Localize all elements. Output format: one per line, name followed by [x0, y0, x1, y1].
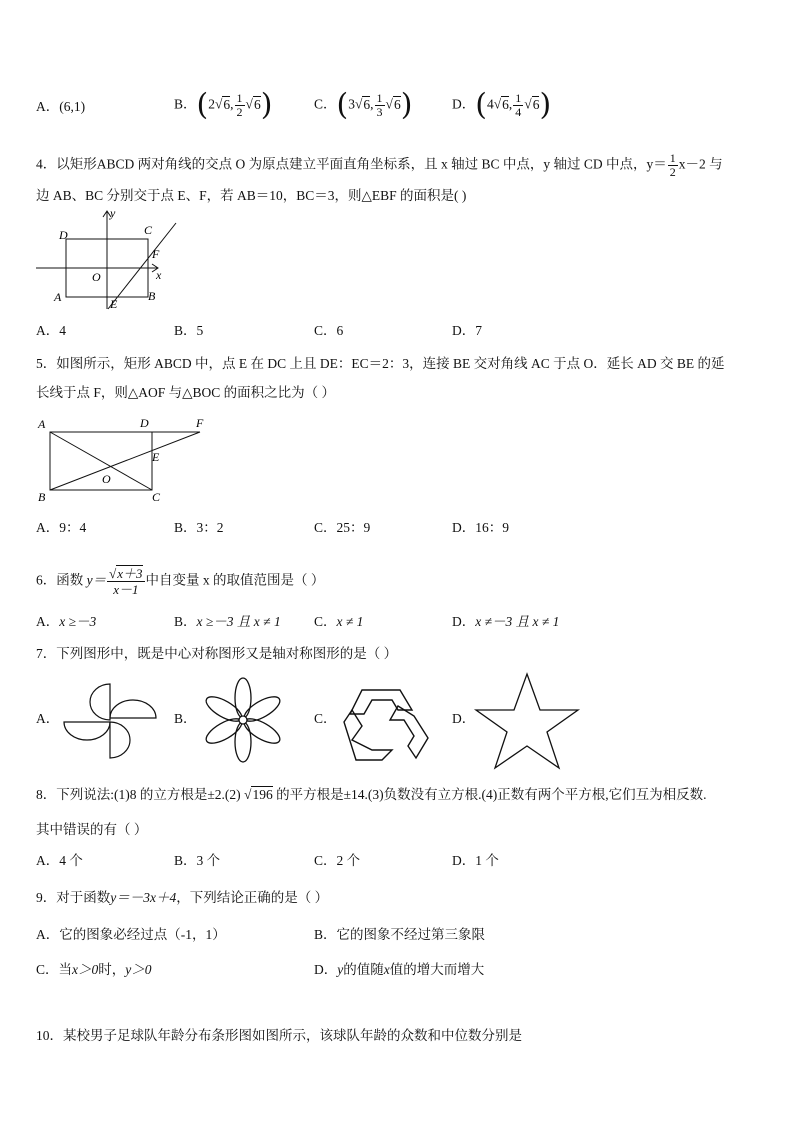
- sqrt-sign: √: [214, 96, 223, 112]
- pinwheel-figure: [60, 682, 160, 762]
- numerator: √x＋3: [109, 566, 143, 581]
- label-c: C: [152, 490, 161, 504]
- label-y: y: [110, 206, 116, 220]
- q5-stem-line1: 5．如图所示，矩形 ABCD 中，点 E 在 DC 上且 DE：EC＝2：3，连接 BE 交对角线 AC 于点 O．延长 AD 交 BE 的延: [36, 356, 725, 371]
- option-text: x ≥－3: [59, 614, 97, 629]
- option-letter: D．: [452, 614, 476, 629]
- option-text: 5: [196, 323, 204, 338]
- option-letter: A．: [36, 853, 60, 868]
- q6-option-a: [36, 613, 96, 631]
- q9-text: 9．对于函数: [36, 890, 111, 905]
- option-text: x ≠ 1: [336, 614, 364, 629]
- q8-text: 的平方根是±14.(3)负数没有立方根.(4)正数有两个平方根,它们互为相反数.: [276, 787, 707, 802]
- radicand: 6: [253, 96, 261, 112]
- recycle-figure: [336, 676, 436, 764]
- sqrt-sign: √: [245, 96, 253, 112]
- q4-stem-line1: [36, 152, 723, 179]
- result: y＞0: [125, 962, 152, 977]
- numerator: 1: [376, 91, 383, 105]
- sqrt-sign: √: [385, 96, 393, 112]
- star-figure: [474, 670, 580, 772]
- denominator: 2: [669, 165, 676, 179]
- option-text: 的值随: [343, 962, 384, 977]
- line-bf: [50, 432, 200, 490]
- q5-option-c: [314, 519, 370, 537]
- denominator: 4: [515, 105, 522, 119]
- q8-option-c: [314, 852, 360, 870]
- option-text: 16：9: [475, 520, 509, 535]
- diagonal-ac: [50, 432, 152, 490]
- q3-option-c: C．(3√6, $\frac{1}{3}$ √6): [314, 87, 413, 123]
- comma: ,: [508, 96, 513, 112]
- denominator: x－1: [113, 582, 139, 597]
- line-graph: [108, 223, 176, 309]
- option-letter: B．: [174, 323, 197, 338]
- radicand: x＋3: [117, 566, 143, 581]
- option-text: 4: [59, 323, 66, 338]
- q9-stem: [36, 889, 328, 907]
- option-text: 6: [336, 323, 344, 338]
- q8-text: 8．下列说法:(1)8 的立方根是±2.(2): [36, 787, 241, 802]
- q4-fraction: [668, 152, 678, 179]
- option-letter: A．: [36, 614, 60, 629]
- q3-option-a: [36, 98, 85, 116]
- option-text: x ≠－3 且 x ≠ 1: [475, 614, 560, 629]
- q4-option-a: [36, 322, 66, 340]
- q8-stem-line2: 其中错误的有（ ）: [36, 822, 148, 837]
- option-text: 3 个: [196, 853, 221, 868]
- q9-option-b: B．它的图象不经过第三象限: [314, 927, 486, 942]
- q5-option-a: [36, 519, 86, 537]
- option-text: 1 个: [475, 853, 499, 868]
- label-e: E: [110, 297, 118, 311]
- option-letter: D．: [452, 96, 476, 112]
- radicand: 6: [363, 96, 371, 112]
- q9-option-c: [36, 961, 152, 979]
- radicand: 6: [502, 96, 509, 112]
- option-letter: A．: [36, 520, 60, 535]
- label-c: C: [144, 223, 153, 237]
- coef: 4: [486, 96, 494, 112]
- option-text: 25：9: [336, 520, 371, 535]
- q10-stem: 10．某校男子足球队年龄分布条形图如图所示，该球队年龄的众数和中位数分别是: [36, 1028, 522, 1043]
- option-text: 9：4: [59, 520, 87, 535]
- sqrt-sign: √: [354, 96, 363, 112]
- var-x: x: [383, 962, 390, 977]
- q9-option-a: A．它的图象必经过点（-1，1）: [36, 927, 226, 942]
- label-d: D: [59, 228, 68, 242]
- func-y: y＝: [86, 572, 107, 588]
- coef: 2: [208, 96, 215, 112]
- label-d: D: [140, 416, 149, 430]
- fraction: [375, 92, 385, 119]
- q3-option-d: D．(4√6, $\frac{1}{4}$ √6): [452, 87, 552, 123]
- option-letter: C．: [314, 853, 337, 868]
- sqrt-sign: √: [524, 96, 532, 112]
- sqrt-sign: √: [244, 787, 252, 802]
- radicand: 6: [223, 96, 231, 112]
- option-letter: B．: [174, 96, 197, 112]
- q4-text: 4．以矩形ABCD 两对角线的交点 O 为原点建立平面直角坐标系，且 x 轴过 BC 中点，y 轴过 CD 中点，y＝: [36, 156, 667, 172]
- label-b: B: [148, 289, 156, 303]
- option-text: 时，: [98, 962, 126, 977]
- q7-option-b-label: B．: [174, 711, 197, 726]
- q5-figure: [34, 412, 214, 504]
- sqrt-sign: √: [493, 96, 502, 112]
- q8-option-b: [174, 852, 220, 870]
- option-text: 2 个: [336, 853, 361, 868]
- radicand: 196: [252, 787, 273, 802]
- numerator: 1: [515, 91, 522, 105]
- label-a: A: [54, 290, 62, 304]
- q4-figure: [34, 205, 174, 315]
- q5-option-b: [174, 519, 224, 537]
- option-text: (6,1): [59, 99, 86, 114]
- q8-stem-line1: [36, 786, 706, 804]
- q6-text: 中自变量 x 的取值范围是（ ）: [145, 572, 325, 588]
- label-f: F: [152, 247, 160, 261]
- coef: 3: [348, 96, 355, 112]
- var-y: y: [337, 962, 344, 977]
- q3-option-b: B．(2√6, $\frac{1}{2}$ √6): [174, 87, 273, 123]
- label-o: O: [102, 472, 111, 486]
- q6-stem: [36, 566, 324, 597]
- radicand: 6: [393, 96, 401, 112]
- q7-option-a-label: A．: [36, 711, 60, 726]
- comma: ,: [230, 96, 234, 112]
- denominator: 3: [376, 105, 383, 119]
- q6-option-d: [452, 613, 559, 631]
- fraction: [235, 92, 245, 119]
- option-letter: D．: [314, 962, 338, 977]
- label-o: O: [92, 270, 101, 284]
- q6-text: 6．函数: [36, 572, 84, 588]
- q5-stem-line2: 长线于点 F，则△AOF 与△BOC 的面积之比为（ ）: [36, 385, 336, 400]
- label-f: F: [196, 416, 204, 430]
- option-letter: D．: [452, 853, 476, 868]
- option-letter: A．: [36, 99, 60, 114]
- q4-text: x－2 与: [678, 156, 723, 172]
- q5-option-d: [452, 519, 509, 537]
- denominator: 2: [236, 105, 243, 119]
- label-a: A: [38, 417, 46, 431]
- q4-option-c: [314, 322, 343, 340]
- option-text: 3：2: [196, 520, 224, 535]
- label-x: x: [156, 268, 162, 282]
- option-letter: C．: [314, 520, 337, 535]
- numerator: 1: [669, 151, 676, 165]
- label-e: E: [152, 450, 160, 464]
- q6-option-c: [314, 613, 363, 631]
- flower-figure: [198, 676, 288, 764]
- q4-option-d: [452, 322, 482, 340]
- option-text: 值的增大而增大: [389, 962, 485, 977]
- q9-function: y＝－3x＋4: [110, 890, 177, 905]
- option-letter: D．: [452, 520, 476, 535]
- q7-option-d-label: D．: [452, 711, 476, 726]
- option-letter: A．: [36, 323, 60, 338]
- q8-option-a: [36, 852, 83, 870]
- option-text: 4 个: [59, 853, 83, 868]
- option-text: C．当: [36, 962, 73, 977]
- q6-fraction: [107, 566, 144, 597]
- q7-stem: 7．下列图形中，既是中心对称图形又是轴对称图形的是（ ）: [36, 646, 398, 661]
- q4-option-b: [174, 322, 203, 340]
- q8-option-d: [452, 852, 499, 870]
- comma: ,: [370, 96, 374, 112]
- radicand: 6: [532, 96, 540, 112]
- numerator: 1: [236, 91, 243, 105]
- option-letter: B．: [174, 520, 197, 535]
- q4-stem-line2: 边 AB、BC 分别交于点 E、F，若 AB＝10，BC＝3，则△EBF 的面积是( ): [36, 188, 467, 203]
- label-b: B: [38, 490, 46, 504]
- q6-option-b: [174, 613, 281, 631]
- option-letter: D．: [452, 323, 476, 338]
- q9-text: ，下列结论正确的是（ ）: [176, 890, 329, 905]
- fraction: [513, 92, 523, 119]
- option-letter: C．: [314, 323, 337, 338]
- condition: x＞0: [72, 962, 99, 977]
- option-text: x ≥－3 且 x ≠ 1: [196, 614, 281, 629]
- q9-option-d: [314, 961, 484, 979]
- q7-option-c-label: C．: [314, 711, 337, 726]
- option-letter: B．: [174, 853, 197, 868]
- option-letter: B．: [174, 614, 197, 629]
- option-letter: C．: [314, 614, 337, 629]
- option-letter: C．: [314, 96, 337, 112]
- option-text: 7: [475, 323, 482, 338]
